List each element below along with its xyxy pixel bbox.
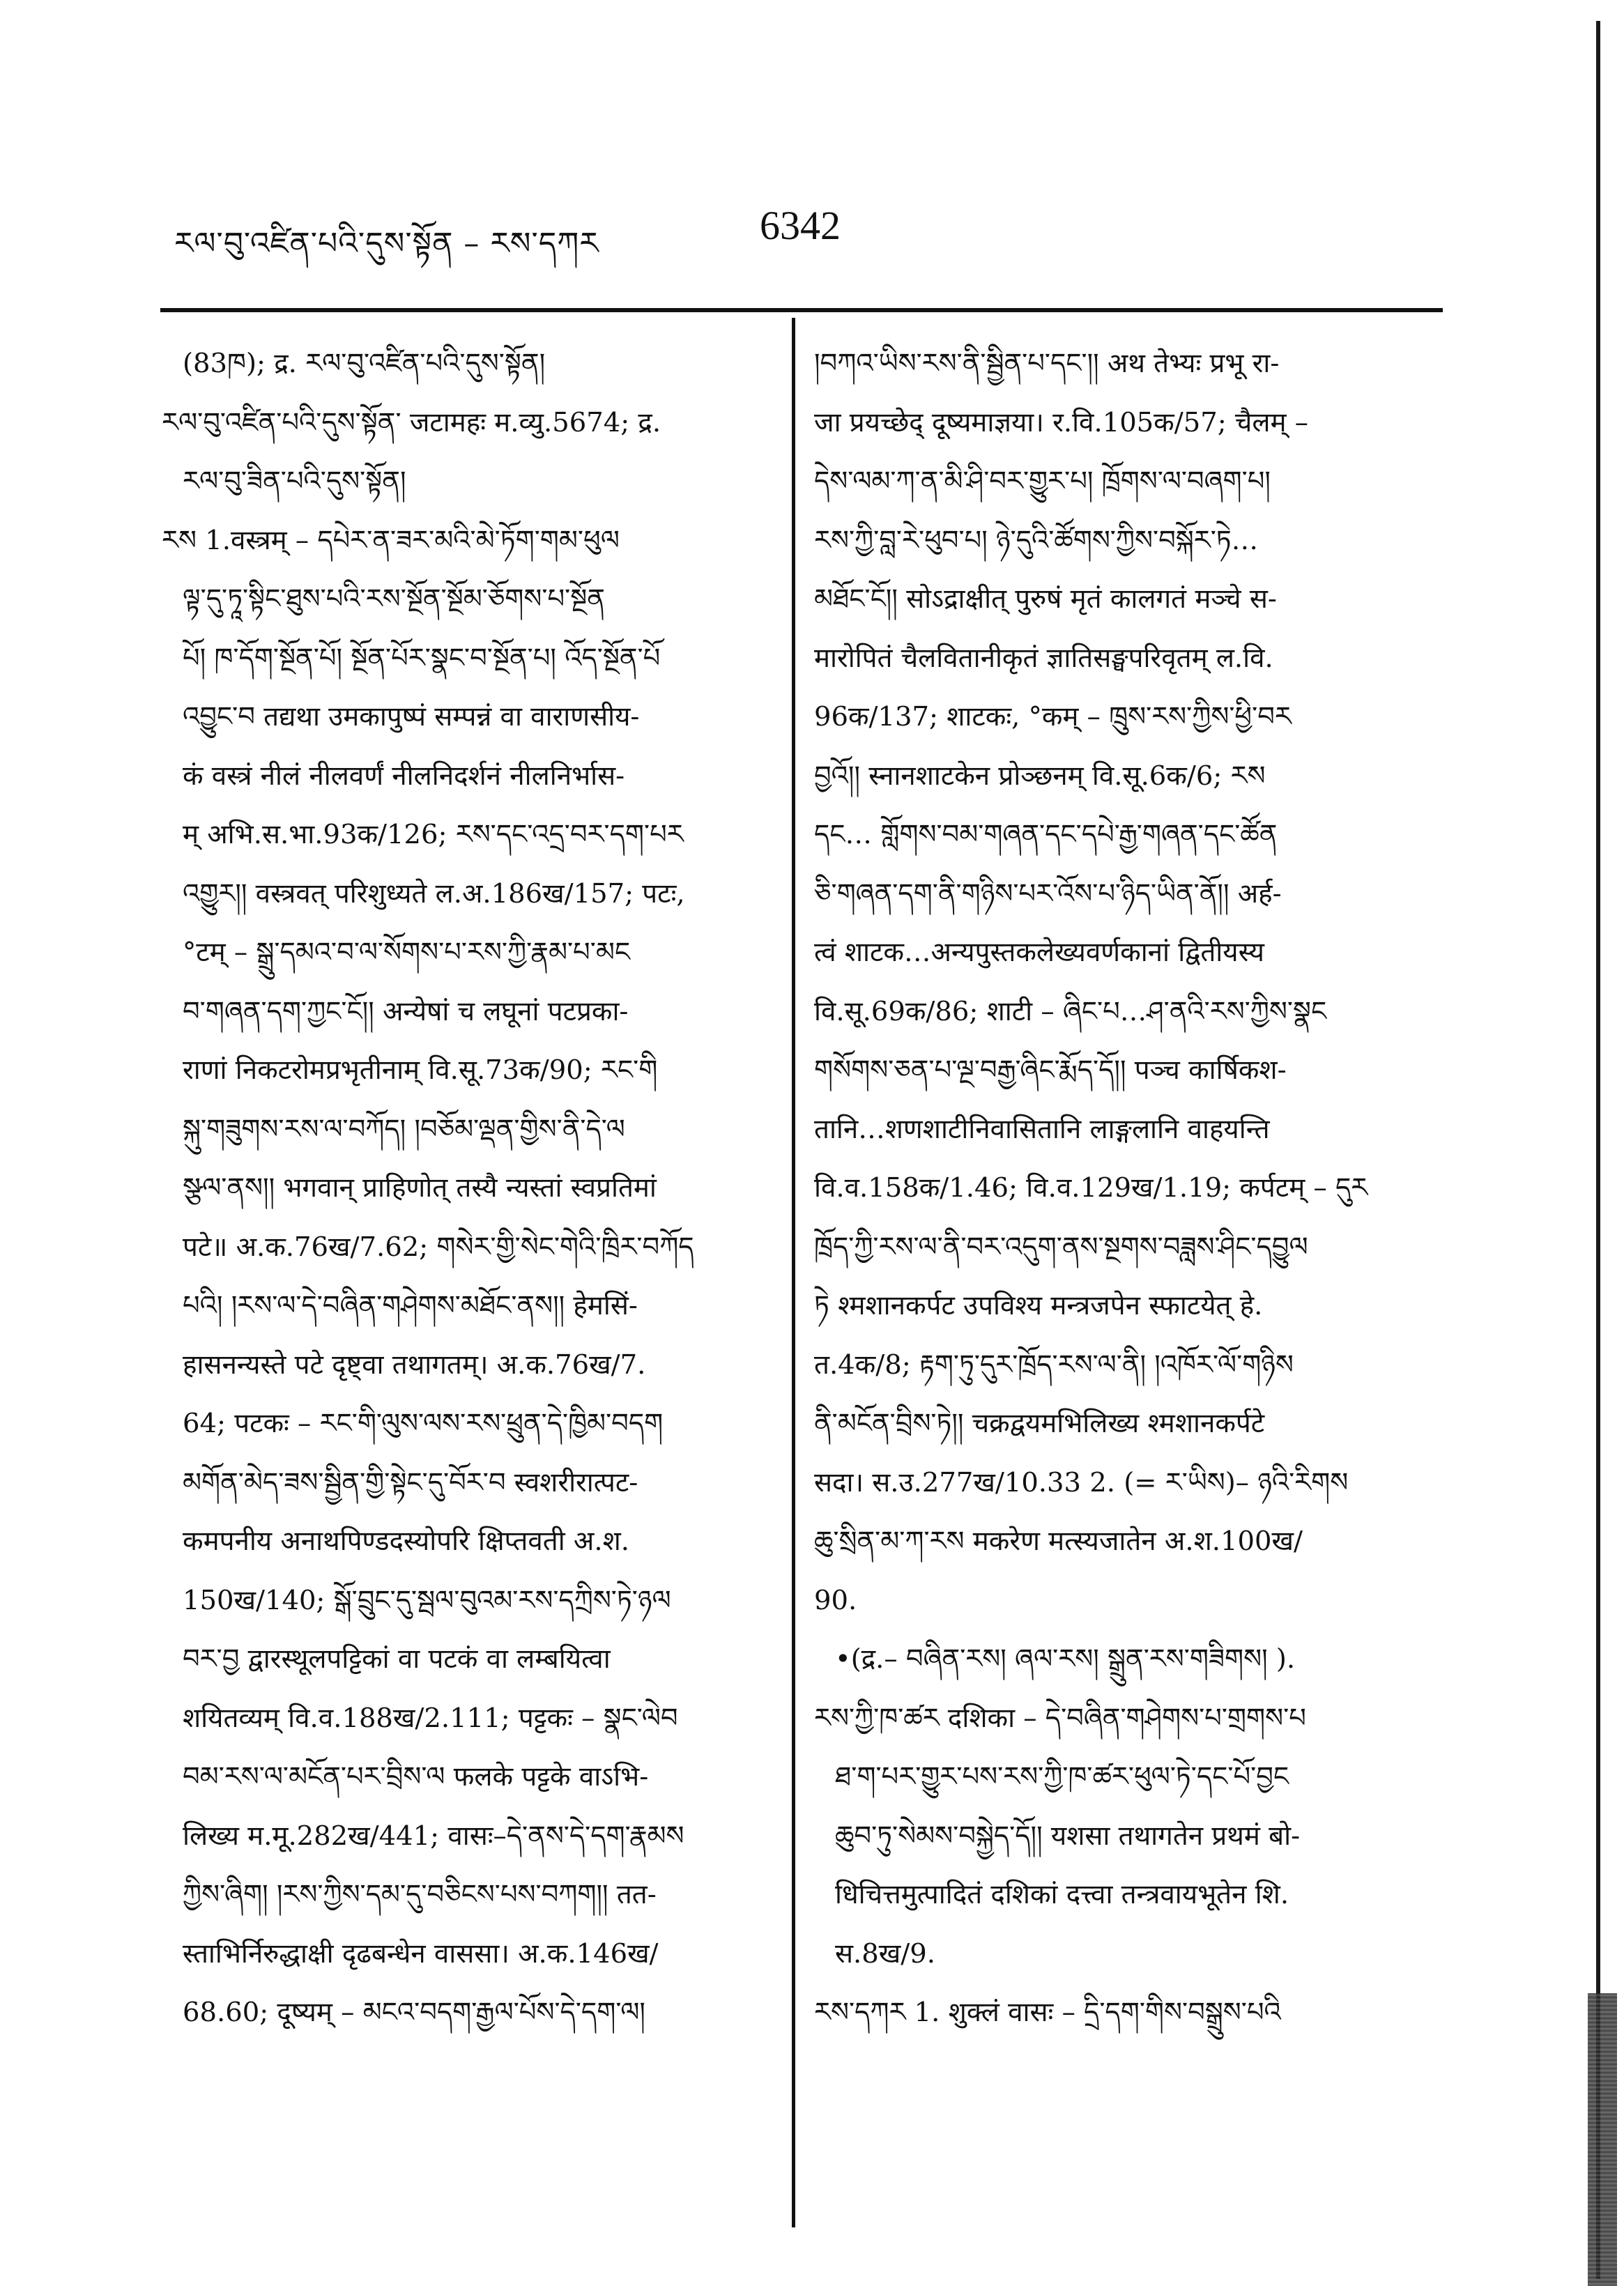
page-header	[160, 202, 1436, 265]
text-line: གསོགས་ཅན་པ་ལྔ་བརྒྱ་ཞིང་རྨོད་དོ།། पञ्च कार्षिकश-	[814, 1054, 1287, 1086]
text-line: བྱའོ།། स्नानशाटकेन प्रोञ्छनम् वि.सू.6क/6; རས	[814, 760, 1266, 792]
text-line: པོ། ཁ་དོག་སྔོན་པོ། སྔོན་པོར་སྣང་བ་སྔོན་པ། འོད་སྔོན་པོ	[183, 642, 661, 674]
text-line: कमपनीय अनाथपिण्डदस्योपरि क्षिप्तवती अ.श.	[183, 1526, 630, 1557]
text-line: वि.सू.69क/86; शाटी – ཞིང་པ…ཤ་ནའི་རས་ཀྱིས་སྣང	[814, 995, 1327, 1027]
text-line: རས་ཀྱི་བླ་རེ་ཕུབ་པ། ཉེ་དུའི་ཚོགས་ཀྱིས་བསྐོར་ཏེ…	[814, 524, 1259, 556]
text-line: 90.	[814, 1584, 857, 1616]
text-line: धिचित्तमुत्पादितं दशिकां दत्त्वा तन्त्रवायभूतेन शि.	[835, 1879, 1289, 1910]
text-line: 96क/137; शाटकः, °कम् – ཁྲུས་རས་ཀྱིས་ཕྱི་བར	[814, 701, 1292, 732]
text-line: དང… གློགས་བམ་གཞན་དང་དཔེ་རྒྱ་གཞན་དང་ཚོན	[814, 819, 1278, 850]
text-line: བར་བྱ द्वारस्थूलपट्टिकां वा पटकं वा लम्बयित्वा	[183, 1643, 611, 1675]
text-line: तानि…शणशाटीनिवासितानि लाङ्गलानि वाहयन्ति	[814, 1113, 1270, 1145]
cross-reference-line: •(द्र.– བཞིན་རས། ཞལ་རས། སྒྲུན་རས་གཟིགས། ).	[835, 1643, 1296, 1675]
text-line: ཆུ་སྲིན་མ་ཀ་རས मकरेण मत्स्यजातेन अ.श.100ख/	[814, 1526, 1303, 1557]
text-line: རལ་བུ་ཟིན་པའི་དུས་སྟོན།	[183, 466, 406, 497]
text-line: ཐ་ག་པར་གྱུར་པས་རས་ཀྱི་ཁ་ཚར་ཕུལ་ཏེ་དང་པོ་བྱང	[835, 1761, 1289, 1793]
scan-edge-shadow	[1588, 1993, 1617, 2286]
text-line: འབྱུང་བ तद्यथा उमकापुष्पं सम्पन्नं वा वाराणसीय-	[183, 701, 640, 732]
text-line: जा प्रयच्छेद् दूष्यमाज्ञया। र.वि.105क/57; चैलम् –	[814, 406, 1308, 438]
text-line: བམ་རས་ལ་མངོན་པར་བྲིས་ལ फलके पट्टके वाऽभि-	[183, 1761, 649, 1793]
scan-edge-line	[1596, 21, 1600, 2279]
text-line: བ་གཞན་དག་ཀྱང་ངོ།། अन्येषां च लघूनां पटप्रका-	[183, 995, 629, 1027]
text-line: पटे॥ अ.क.76ख/7.62; གསེར་གྱི་སེང་གེའི་ཁྲིར་བཀོད	[183, 1231, 694, 1263]
text-line: 68.60; दूष्यम् – མངའ་བདག་རྒྱལ་པོས་དེ་དག་ལ།	[183, 1997, 645, 2028]
text-line: ཅི་གཞན་དག་ནི་གཉིས་པར་འོས་པ་ཉིད་ཡིན་ནོ།། अर्ह-	[814, 877, 1282, 909]
text-line: राणां निकटरोमप्रभृतीनाम् वि.सू.73क/90; རང་གི	[183, 1054, 658, 1086]
left-column	[162, 335, 768, 2043]
entry-line: རལ་བུ་འཛིན་པའི་དུས་སྟོན་ जटामहः म.व्यु.5674; द्र.	[162, 406, 661, 438]
text-line: 150ख/140; སྒོ་བྲུང་དུ་སྦལ་བུའམ་རས་དཀྲིས་ཏེ་ཉལ	[183, 1584, 671, 1616]
text-line: སྐུ་གཟུགས་རས་ལ་བཀོད། །བཅོམ་ལྡན་གྱིས་ནི་དེ་ལ	[183, 1113, 625, 1145]
text-line: स्ताभिर्निरुद्धाक्षी दृढबन्धेन वाससा। अ.क.146ख/	[183, 1937, 659, 1970]
text-line: ལྟ་དུ་ཏཱ་སྟིང་ཐུས་པའི་རས་སྔོན་སྔོམ་ཅོགས་པ་སྔོན	[183, 583, 605, 615]
text-line: མཐོང་ངོ།། सोऽद्राक्षीत् पुरुषं मृतं कालगतं मञ्चे स-	[814, 583, 1277, 615]
text-line: °टम् – སྒྲུ་དམའ་བ་ལ་སོགས་པ་རས་ཀྱི་རྣམ་པ་མང	[183, 937, 631, 968]
text-line: मारोपितं चैलवितानीकृतं ज्ञातिसङ्घपरिवृतम् ल.वि.	[814, 642, 1273, 674]
text-line: ཀྱིས་ཞིག། །རས་ཀྱིས་དམ་དུ་བཅིངས་པས་བཀག།། तत-	[183, 1879, 657, 1910]
text-line: མགོན་མེད་ཟས་སྦྱིན་གྱི་སྟེང་དུ་བོར་བ स्वशरीरात्पट-	[183, 1466, 638, 1498]
text-line: 64; पटकः – རང་གི་ལུས་ལས་རས་ཕྲུན་དེ་ཁྱིམ་བདག	[183, 1408, 664, 1439]
header-rule	[160, 308, 1443, 312]
text-line: (83ཁ); द्र. རལ་བུ་འཛིན་པའི་དུས་སྟོན།	[183, 348, 546, 379]
text-line: དེས་ལམ་ཀ་ན་མི་ཤི་བར་གྱུར་པ། ཁྲོགས་ལ་བཞག་པ།	[814, 466, 1271, 497]
page-number: 6342	[760, 203, 841, 248]
text-line: वि.व.158क/1.46; वि.व.129ख/1.19; कर्पटम् – དུར	[814, 1172, 1368, 1204]
text-line: त.4क/8; རྟག་ཏུ་དུར་ཁྲོད་རས་ལ་ནི། །འཁོར་ལོ་གཉིས	[814, 1349, 1294, 1381]
text-line: ཁྲོད་ཀྱི་རས་ལ་ནི་བར་འདུག་ནས་སྔགས་བཟླས་ཤིང་དབྱུལ	[814, 1231, 1308, 1263]
text-line: स.8ख/9.	[835, 1937, 935, 1970]
text-line: म् अभि.स.भा.93क/126; རས་དང་འདྲ་བར་དག་པར	[183, 819, 684, 850]
entry-line: རས་ཀྱི་ཁ་ཚར दशिका – དེ་བཞིན་གཤེགས་པ་གྲགས་པ	[814, 1702, 1306, 1734]
text-line: ནི་མངོན་བྲིས་ཏེ།། चक्रद्वयमभिलिख्य श्मशानकर्पटे	[814, 1408, 1265, 1439]
text-line: ཆུབ་ཏུ་སེམས་བསྐྱེད་དོ།། यशसा तथागतेन प्रथमं बो-	[835, 1820, 1301, 1852]
right-column	[814, 335, 1445, 2043]
text-line: त्वं शाटक…अन्यपुस्तकलेख्यवर्णकानां द्वितीयस्य	[814, 937, 1264, 968]
text-line: འགྱུར།། वस्त्रवत् परिशुध्यते ल.अ.186ख/157; पटः,	[183, 877, 685, 909]
text-line: कं वस्त्रं नीलं नीलवर्णं नीलनिदर्शनं नीलनिर्भास-	[183, 760, 625, 792]
text-line: शयितव्यम् वि.व.188ख/2.111; पट्टकः – སྣང་ལེབ	[183, 1702, 678, 1734]
entry-line: རས་དཀར 1. शुक्लं वासः – དྲི་དག་གིས་བསྒྲུས་པའི	[814, 1997, 1281, 2028]
text-line: सदा। स.उ.277ख/10.33 2. (= ར་ཡིས)– ཉའི་རིགས	[814, 1466, 1349, 1498]
text-line: སྩལ་ནས།། भगवान् प्राहिणोत् तस्यै न्यस्तां स्वप्रतिमां	[183, 1172, 657, 1204]
entry-line: རས 1.वस्त्रम् – དཔེར་ན་ཟར་མའི་མེ་ཏོག་གམ་ཕུལ	[162, 524, 620, 556]
text-line: हासनन्यस्ते पटे दृष्ट्वा तथागतम्। अ.क.76ख/7.	[183, 1349, 646, 1381]
text-line: ཏེ श्मशानकर्पट उपविश्य मन्त्रजपेन स्फाटयेत् हे.	[814, 1290, 1263, 1321]
text-line: लिख्य म.मू.282ख/441; वासः–དེ་ནས་དེ་དག་རྣམས	[183, 1820, 684, 1852]
text-line: །བཀའ་ཡིས་རས་ནི་སྦྱིན་པ་དང་།། अथ तेभ्यः प्रभू रा-	[814, 348, 1280, 379]
text-line: པའི། །རས་ལ་དེ་བཞིན་གཤེགས་མཐོང་ནས།། हेमसिं-	[183, 1290, 638, 1321]
column-divider	[792, 318, 795, 2227]
running-title: རལ་བུ་འཛིན་པའི་དུས་སྟོན – རས་དཀར	[174, 226, 599, 261]
